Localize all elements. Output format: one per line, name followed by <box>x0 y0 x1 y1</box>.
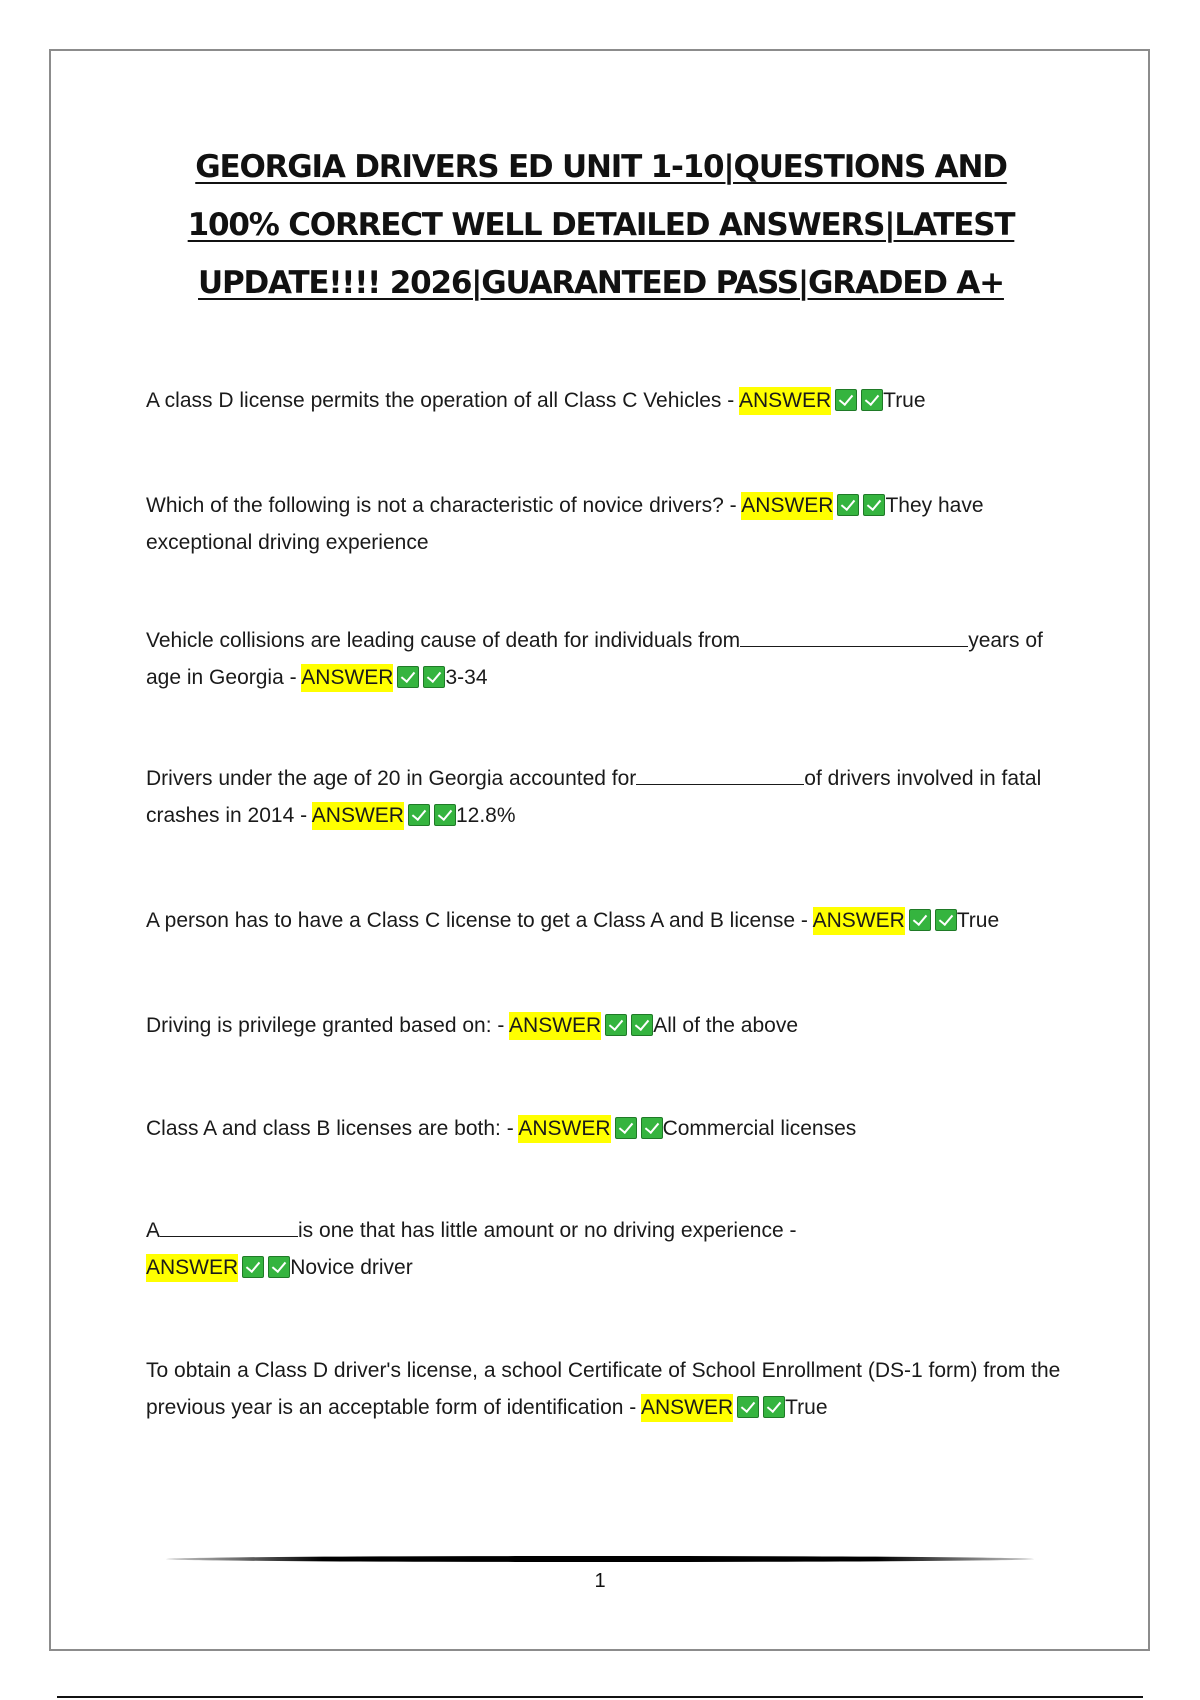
answer-label: ANSWER <box>301 664 393 692</box>
question-text: To obtain a Class D driver's license, a school Certificate of School Enrollment (DS-1 form) from the previous year is an acceptable form of identification <box>146 1359 1061 1419</box>
answer-label: ANSWER <box>641 1394 733 1422</box>
green-check-mark-icon <box>268 1256 290 1278</box>
question-item: Drivers under the age of 20 in Georgia accounted for of drivers involved in fatal crashes in 2014 - ANSWER 12.8% <box>146 760 1066 834</box>
answer-text: True <box>956 909 1000 932</box>
answer-label: ANSWER <box>813 907 905 935</box>
green-check-mark-icon <box>605 1014 627 1036</box>
answer-text: Commercial licenses <box>662 1117 857 1140</box>
answer-text: All of the above <box>653 1014 798 1037</box>
answer-label: ANSWER <box>509 1012 601 1040</box>
fill-in-blank <box>740 628 968 647</box>
footer-divider <box>166 1556 1034 1562</box>
answer-label: ANSWER <box>146 1254 238 1282</box>
green-check-mark-icon <box>763 1396 785 1418</box>
question-item: Class A and class B licenses are both: - ANSWER Commercial licenses <box>146 1110 1066 1147</box>
question-text: Driving is privilege granted based on: <box>146 1014 492 1037</box>
question-text: Class A and class B licenses are both: <box>146 1117 501 1140</box>
question-text: Vehicle collisions are leading cause of death for individuals from <box>146 629 741 652</box>
green-check-mark-icon <box>434 804 456 826</box>
question-text: A class D license permits the operation of all Class C Vehicles <box>146 389 722 412</box>
question-text-continued: of drivers involved in fatal crashes in 2014 <box>146 767 1042 827</box>
page-number: 1 <box>594 1570 606 1592</box>
document-title <box>120 138 1082 312</box>
question-item: A person has to have a Class C license to get a Class A and B license - ANSWER True <box>146 902 1066 939</box>
question-item: Vehicle collisions are leading cause of death for individuals from years of age in Georgia - ANSWER 3-34 <box>146 622 1066 696</box>
fill-in-blank <box>160 1218 298 1237</box>
green-check-mark-icon <box>863 494 885 516</box>
green-check-mark-icon <box>737 1396 759 1418</box>
answer-label: ANSWER <box>518 1115 610 1143</box>
green-check-mark-icon <box>397 666 419 688</box>
question-text-continued: is one that has little amount or no driving experience <box>298 1219 784 1242</box>
question-text: A person has to have a Class C license to get a Class A and B license <box>146 909 796 932</box>
question-item: Driving is privilege granted based on: - ANSWER All of the above <box>146 1007 1066 1044</box>
answer-text: 12.8% <box>455 804 516 827</box>
question-item: Which of the following is not a characteristic of novice drivers? - ANSWER They have exceptional driving experience <box>146 494 984 554</box>
fill-in-blank <box>636 766 804 785</box>
green-check-mark-icon <box>861 389 883 411</box>
question-text: Drivers under the age of 20 in Georgia accounted for <box>146 767 637 790</box>
question-text: Which of the following is not a characteristic of novice drivers? <box>146 494 724 517</box>
title-line-3: UPDATE!!!! 2026|GUARANTEED PASS|GRADED A+ <box>198 265 1004 301</box>
green-check-mark-icon <box>423 666 445 688</box>
question-item: A class D license permits the operation of all Class C Vehicles - ANSWER True <box>146 382 1066 419</box>
question-item: A is one that has little amount or no driving experience - ANSWER Novice driver <box>146 1212 1066 1286</box>
question-item: To obtain a Class D driver's license, a school Certificate of School Enrollment (DS-1 form) from the previous year is an acceptable form of identification - ANSWER True <box>146 1352 1066 1426</box>
answer-label: ANSWER <box>312 802 404 830</box>
answer-text: 3-34 <box>445 666 488 689</box>
green-check-mark-icon <box>835 389 857 411</box>
green-check-mark-icon <box>631 1014 653 1036</box>
answer-text: They have exceptional driving experience <box>146 494 984 554</box>
answer-text: True <box>785 1396 828 1419</box>
green-check-mark-icon <box>615 1117 637 1139</box>
green-check-mark-icon <box>641 1117 663 1139</box>
answer-text: Novice driver <box>290 1256 413 1279</box>
green-check-mark-icon <box>837 494 859 516</box>
answer-text: True <box>883 389 926 412</box>
answer-label: ANSWER <box>741 492 833 520</box>
green-check-mark-icon <box>909 909 931 931</box>
question-text-continued: years of age in Georgia <box>146 629 1043 689</box>
green-check-mark-icon <box>408 804 430 826</box>
title-line-2: 100% CORRECT WELL DETAILED ANSWERS|LATEST <box>187 207 1015 243</box>
green-check-mark-icon <box>242 1256 264 1278</box>
answer-label: ANSWER <box>739 387 831 415</box>
question-text: A <box>146 1219 161 1242</box>
bottom-divider <box>57 1696 1143 1698</box>
title-line-1: GEORGIA DRIVERS ED UNIT 1-10|QUESTIONS AND <box>195 149 1007 185</box>
green-check-mark-icon <box>935 909 957 931</box>
